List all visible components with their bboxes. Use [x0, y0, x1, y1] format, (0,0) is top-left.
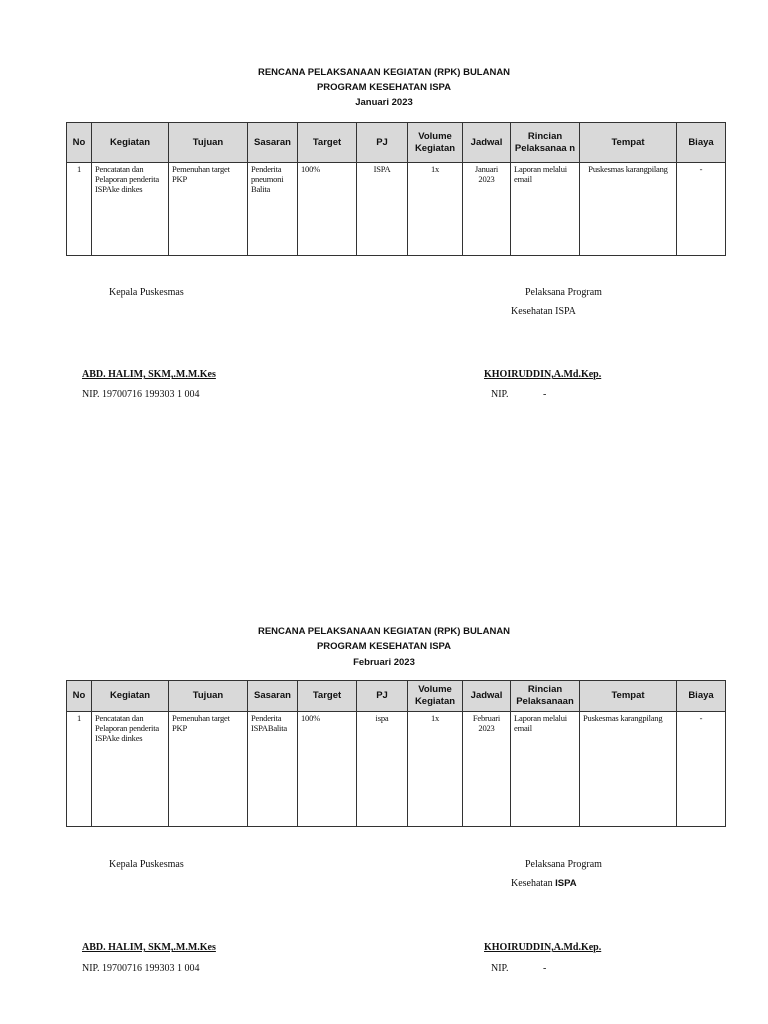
- header-no: No: [67, 681, 92, 712]
- right-signature-name: KHOIRUDDIN,A.Md.Kep.: [484, 942, 602, 953]
- header-rincian: Rincian Pelaksanaan: [511, 681, 580, 712]
- month-title: Januari 2023: [355, 97, 413, 108]
- header-rincian: Rincian Pelaksanaa n: [511, 123, 580, 163]
- right-signature-nip-label: NIP.: [491, 389, 509, 400]
- cell-sasaran: Penderita ISPABalita: [248, 712, 298, 827]
- cell-biaya: -: [677, 712, 726, 827]
- doc-title: RENCANA PELAKSANAAN KEGIATAN (RPK) BULANAN: [257, 626, 511, 637]
- left-signature-title: Kepala Puskesmas: [109, 859, 184, 870]
- header-sasaran: Sasaran: [248, 123, 298, 163]
- header-pj: PJ: [357, 123, 408, 163]
- header-target: Target: [298, 681, 357, 712]
- right-signature-name: KHOIRUDDIN,A.Md.Kep.: [484, 369, 602, 380]
- right-signature-nip-value: -: [543, 389, 547, 400]
- cell-kegiatan: Pencatatan dan Pelaporan penderita ISPAke dinkes: [92, 712, 169, 827]
- left-signature-nip: NIP. 19700716 199303 1 004: [82, 389, 200, 400]
- right-signature-title: Pelaksana Program: [525, 859, 602, 870]
- program-title: PROGRAM KESEHATAN ISPA: [316, 82, 452, 93]
- cell-kegiatan: Pencatatan dan Pelaporan penderita ISPAke dinkes: [92, 163, 169, 256]
- cell-sasaran: Penderita pneumoni Balita: [248, 163, 298, 256]
- cell-target: 100%: [298, 712, 357, 827]
- cell-jadwal: Februari 2023: [463, 712, 511, 827]
- left-signature-name: ABD. HALIM, SKM,.M.M.Kes: [82, 369, 216, 380]
- cell-tempat: Puskesmas karangpilang: [580, 712, 677, 827]
- program-title: PROGRAM KESEHATAN ISPA: [316, 641, 452, 652]
- header-target: Target: [298, 123, 357, 163]
- header-biaya: Biaya: [677, 123, 726, 163]
- header-tempat: Tempat: [580, 681, 677, 712]
- header-pj: PJ: [357, 681, 408, 712]
- cell-target: 100%: [298, 163, 357, 256]
- cell-pj: ISPA: [357, 163, 408, 256]
- cell-rincian: Laporan melalui email: [511, 712, 580, 827]
- header-tujuan: Tujuan: [169, 681, 248, 712]
- cell-rincian: Laporan melalui email: [511, 163, 580, 256]
- left-signature-nip: NIP. 19700716 199303 1 004: [82, 963, 200, 974]
- table-header-row: [67, 681, 726, 712]
- cell-volume: 1x: [408, 712, 463, 827]
- month-title: Februari 2023: [353, 657, 415, 668]
- header-sasaran: Sasaran: [248, 681, 298, 712]
- right-signature-nip-label: NIP.: [491, 963, 509, 974]
- header-jadwal: Jadwal: [463, 681, 511, 712]
- right-signature-subtitle: [511, 878, 577, 889]
- table-row: [67, 163, 726, 256]
- rpk-table-februari: [66, 680, 726, 827]
- right-signature-title: Pelaksana Program: [525, 287, 602, 298]
- cell-no: 1: [67, 163, 92, 256]
- header-kegiatan: Kegiatan: [92, 681, 169, 712]
- cell-tempat: Puskesmas karangpilang: [580, 163, 677, 256]
- header-tempat: Tempat: [580, 123, 677, 163]
- header-biaya: Biaya: [677, 681, 726, 712]
- table-row: [67, 712, 726, 827]
- cell-no: 1: [67, 712, 92, 827]
- left-signature-name: ABD. HALIM, SKM,.M.M.Kes: [82, 942, 216, 953]
- header-tujuan: Tujuan: [169, 123, 248, 163]
- header-volume: Volume Kegiatan: [408, 123, 463, 163]
- right-signature-subtitle-ispa: ISPA: [555, 878, 577, 889]
- cell-tujuan: Pemenuhan target PKP: [169, 712, 248, 827]
- header-volume: Volume Kegiatan: [408, 681, 463, 712]
- header-jadwal: Jadwal: [463, 123, 511, 163]
- right-signature-subtitle-prefix: Kesehatan: [511, 878, 556, 889]
- header-no: No: [67, 123, 92, 163]
- right-signature-subtitle: Kesehatan ISPA: [511, 306, 576, 317]
- table-header-row: [67, 123, 726, 163]
- right-signature-nip-value: -: [543, 963, 547, 974]
- cell-tujuan: Pemenuhan target PKP: [169, 163, 248, 256]
- doc-title: RENCANA PELAKSANAAN KEGIATAN (RPK) BULANAN: [257, 67, 511, 78]
- cell-volume: 1x: [408, 163, 463, 256]
- cell-jadwal: Januari 2023: [463, 163, 511, 256]
- rpk-table-januari: [66, 122, 726, 256]
- left-signature-title: Kepala Puskesmas: [109, 287, 184, 298]
- cell-pj: ispa: [357, 712, 408, 827]
- cell-biaya: -: [677, 163, 726, 256]
- header-kegiatan: Kegiatan: [92, 123, 169, 163]
